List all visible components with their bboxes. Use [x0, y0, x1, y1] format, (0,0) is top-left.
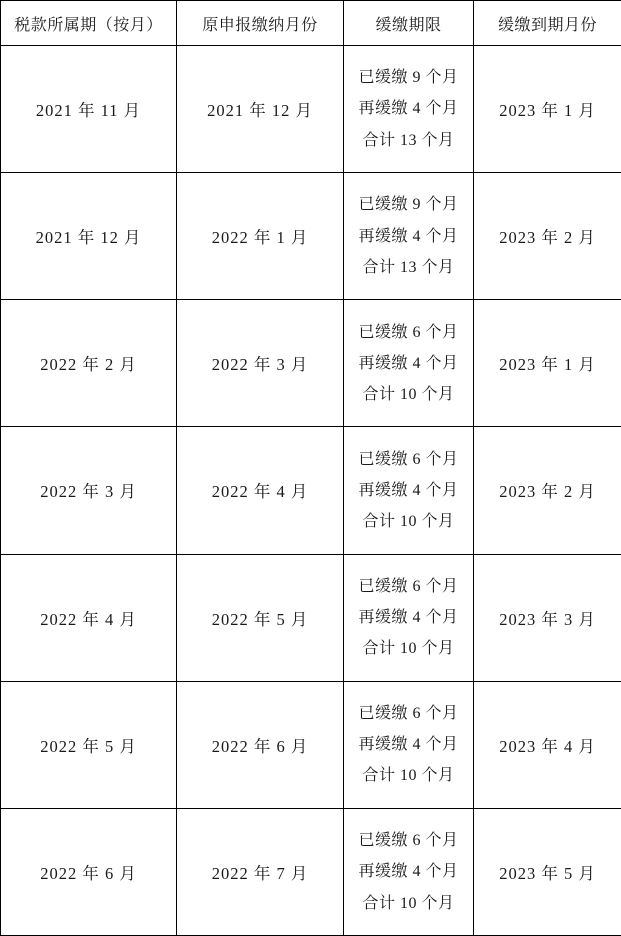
header-row — [1, 1, 621, 46]
deferral-line-additional: 再缓缴 4 个月 — [358, 609, 459, 627]
cell-tax-period: 2022 年 3 月 — [1, 427, 177, 554]
cell-deferral-term — [344, 808, 474, 935]
cell-deferral-term — [344, 173, 474, 300]
table-body — [1, 46, 621, 936]
deferral-line-total: 合计 10 个月 — [362, 894, 455, 912]
deferral-line-additional: 再缓缴 4 个月 — [358, 227, 459, 245]
deferral-line-total: 合计 13 个月 — [362, 131, 455, 149]
deferral-line-already: 已缓缴 9 个月 — [358, 196, 459, 214]
deferral-line-already: 已缓缴 6 个月 — [358, 832, 459, 850]
deferral-line-additional: 再缓缴 4 个月 — [358, 863, 459, 881]
cell-deferral-term — [344, 554, 474, 681]
deferral-line-already: 已缓缴 6 个月 — [358, 323, 459, 341]
cell-due-month: 2023 年 4 月 — [474, 681, 621, 808]
cell-due-month: 2023 年 1 月 — [474, 46, 621, 173]
cell-deferral-term — [344, 681, 474, 808]
cell-original-month: 2022 年 6 月 — [177, 681, 344, 808]
cell-original-month: 2022 年 7 月 — [177, 808, 344, 935]
cell-original-month: 2022 年 5 月 — [177, 554, 344, 681]
cell-tax-period: 2021 年 12 月 — [1, 173, 177, 300]
deferral-line-additional: 再缓缴 4 个月 — [358, 481, 459, 499]
deferral-line-total: 合计 10 个月 — [362, 640, 455, 658]
table-row — [1, 427, 621, 554]
table-row — [1, 173, 621, 300]
deferral-line-total: 合计 13 个月 — [362, 258, 455, 276]
cell-tax-period: 2022 年 5 月 — [1, 681, 177, 808]
column-header-due-month: 缓缴到期月份 — [474, 1, 621, 46]
cell-due-month: 2023 年 2 月 — [474, 173, 621, 300]
cell-tax-period: 2022 年 6 月 — [1, 808, 177, 935]
deferral-line-total: 合计 10 个月 — [362, 767, 455, 785]
deferral-line-total: 合计 10 个月 — [362, 385, 455, 403]
table-row — [1, 46, 621, 173]
cell-deferral-term — [344, 300, 474, 427]
cell-due-month: 2023 年 3 月 — [474, 554, 621, 681]
column-header-deferral-term: 缓缴期限 — [344, 1, 474, 46]
deferral-line-already: 已缓缴 6 个月 — [358, 450, 459, 468]
deferral-line-additional: 再缓缴 4 个月 — [358, 354, 459, 372]
table-header — [1, 1, 621, 46]
deferral-line-additional: 再缓缴 4 个月 — [358, 100, 459, 118]
cell-tax-period: 2022 年 2 月 — [1, 300, 177, 427]
cell-original-month: 2022 年 4 月 — [177, 427, 344, 554]
cell-due-month: 2023 年 2 月 — [474, 427, 621, 554]
deferral-line-total: 合计 10 个月 — [362, 513, 455, 531]
table-row — [1, 554, 621, 681]
deferral-line-already: 已缓缴 9 个月 — [358, 69, 459, 87]
cell-deferral-term — [344, 46, 474, 173]
table-row — [1, 681, 621, 808]
cell-deferral-term — [344, 427, 474, 554]
cell-original-month: 2022 年 1 月 — [177, 173, 344, 300]
cell-tax-period: 2021 年 11 月 — [1, 46, 177, 173]
cell-original-month: 2021 年 12 月 — [177, 46, 344, 173]
table-row — [1, 300, 621, 427]
deferral-line-additional: 再缓缴 4 个月 — [358, 736, 459, 754]
column-header-original-month: 原申报缴纳月份 — [177, 1, 344, 46]
cell-tax-period: 2022 年 4 月 — [1, 554, 177, 681]
deferral-line-already: 已缓缴 6 个月 — [358, 704, 459, 722]
cell-due-month: 2023 年 5 月 — [474, 808, 621, 935]
column-header-tax-period: 税款所属期（按月） — [1, 1, 177, 46]
cell-original-month: 2022 年 3 月 — [177, 300, 344, 427]
table-row — [1, 808, 621, 935]
cell-due-month: 2023 年 1 月 — [474, 300, 621, 427]
deferral-line-already: 已缓缴 6 个月 — [358, 577, 459, 595]
